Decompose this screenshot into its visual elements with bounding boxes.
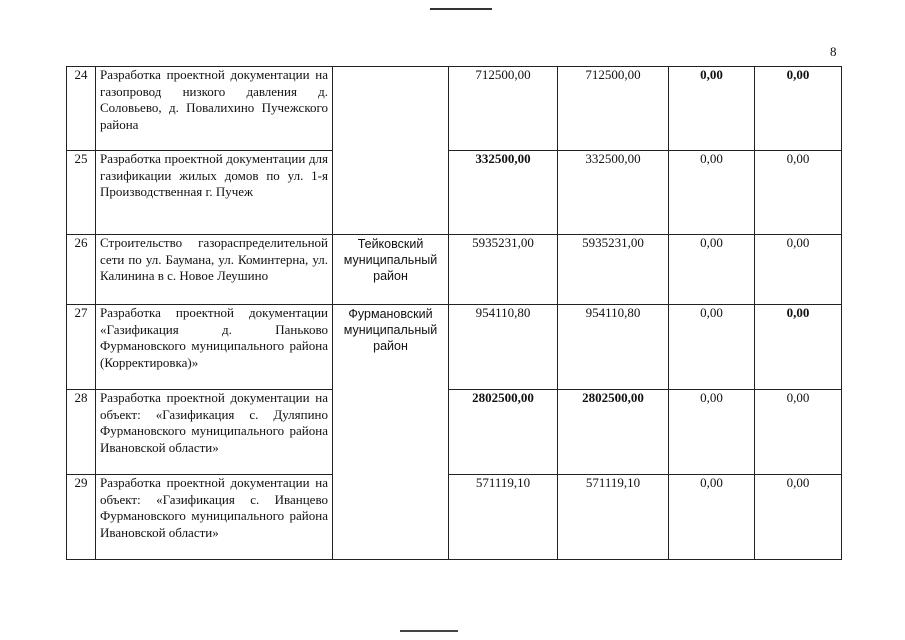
row-number: 27	[67, 305, 96, 390]
row-number: 25	[67, 151, 96, 235]
table-row	[67, 235, 842, 305]
row-value-regional: 571119,10	[558, 475, 669, 560]
row-value-regional: 332500,00	[558, 151, 669, 235]
row-description: Разработка проектной документации на объект: «Газификация с. Дуляпино Фурмановского муниципального района Ивановской области»	[96, 390, 333, 475]
row-municipality	[333, 67, 449, 235]
row-description: Строительство газораспределительной сети по ул. Баумана, ул. Коминтерна, ул. Калинина в с. Новое Леушино	[96, 235, 333, 305]
row-value-regional: 954110,80	[558, 305, 669, 390]
page-number: 8	[830, 44, 837, 59]
row-value-local: 0,00	[755, 235, 842, 305]
table-row	[67, 475, 842, 560]
budget-table	[66, 66, 842, 560]
row-value-regional: 712500,00	[558, 67, 669, 151]
row-value-local: 0,00	[755, 475, 842, 560]
row-description: Разработка проектной документации «Газификация д. Паньково Фурмановского муниципального района (Корректировка)»	[96, 305, 333, 390]
row-description: Разработка проектной документации для газификации жилых домов по ул. 1-я Производственная г. Пучеж	[96, 151, 333, 235]
row-value-total: 332500,00	[449, 151, 558, 235]
row-value-federal: 0,00	[669, 305, 755, 390]
bottom-scan-mark	[400, 630, 458, 632]
row-value-local: 0,00	[755, 151, 842, 235]
row-value-total: 712500,00	[449, 67, 558, 151]
row-number: 24	[67, 67, 96, 151]
row-number: 28	[67, 390, 96, 475]
row-number: 26	[67, 235, 96, 305]
row-value-federal: 0,00	[669, 151, 755, 235]
row-value-total: 954110,80	[449, 305, 558, 390]
row-value-federal: 0,00	[669, 67, 755, 151]
row-description: Разработка проектной документации на объект: «Газификация с. Иванцево Фурмановского муниципального района Ивановской области»	[96, 475, 333, 560]
row-value-regional: 5935231,00	[558, 235, 669, 305]
row-value-federal: 0,00	[669, 235, 755, 305]
row-municipality: Фурмановский муниципальный район	[333, 305, 449, 560]
row-municipality: Тейковский муниципальный район	[333, 235, 449, 305]
row-value-total: 571119,10	[449, 475, 558, 560]
row-description: Разработка проектной документации на газопровод низкого давления д. Соловьево, д. Повалихино Пучежского района	[96, 67, 333, 151]
row-value-local: 0,00	[755, 390, 842, 475]
table-row	[67, 151, 842, 235]
table-row	[67, 305, 842, 390]
row-value-local: 0,00	[755, 67, 842, 151]
row-value-local: 0,00	[755, 305, 842, 390]
table-row	[67, 390, 842, 475]
row-value-total: 5935231,00	[449, 235, 558, 305]
row-value-federal: 0,00	[669, 390, 755, 475]
row-number: 29	[67, 475, 96, 560]
row-value-federal: 0,00	[669, 475, 755, 560]
top-scan-mark	[430, 8, 492, 10]
table-row	[67, 67, 842, 151]
row-value-total: 2802500,00	[449, 390, 558, 475]
row-value-regional: 2802500,00	[558, 390, 669, 475]
